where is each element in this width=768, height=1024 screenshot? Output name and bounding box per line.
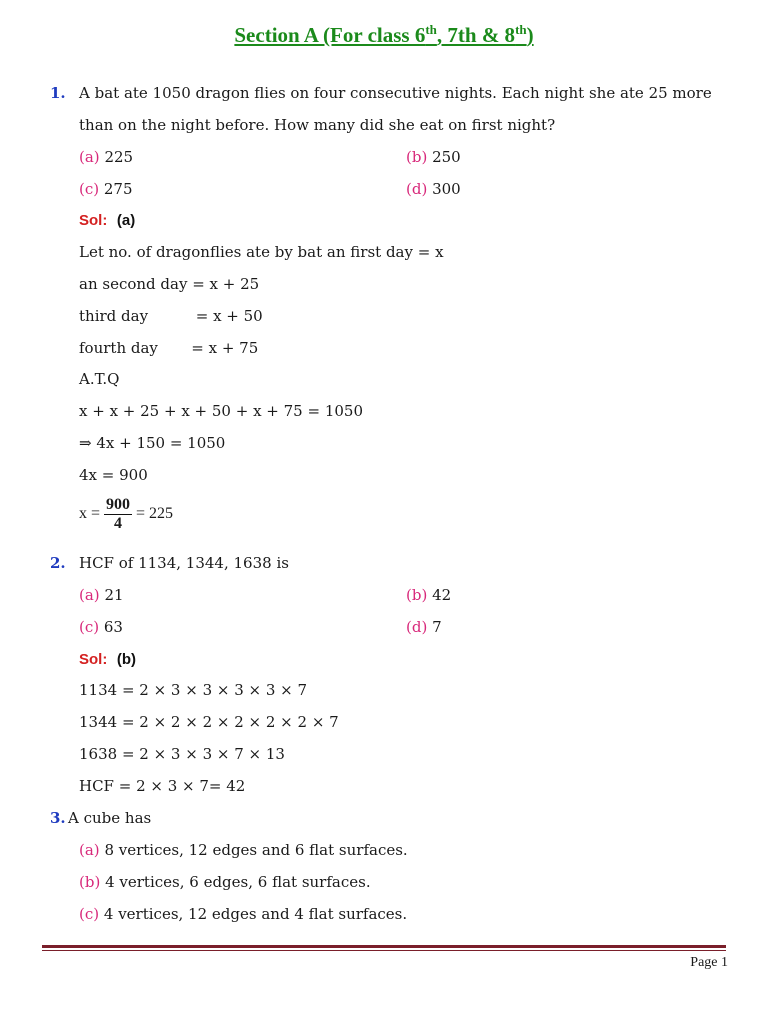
page-number: Page 1 xyxy=(690,955,728,970)
option-c: (c) 4 vertices, 12 edges and 4 flat surfaces. xyxy=(79,905,408,923)
solution-step: third day = x + 50 xyxy=(79,307,263,325)
solution-step: ⇒ 4x + 150 = 1050 xyxy=(79,434,226,452)
solution-step: x + x + 25 + x + 50 + x + 75 = 1050 xyxy=(79,402,364,420)
option-b: (b) 42 xyxy=(406,586,452,604)
solution-header: Sol: (b) xyxy=(79,651,137,668)
option-d: (d) 7 xyxy=(406,618,442,636)
question-text: than on the night before. How many did she eat on first night? xyxy=(79,116,556,134)
question-number: 3. xyxy=(50,809,66,827)
option-c: (c) 63 xyxy=(79,618,123,636)
question-number: 2. xyxy=(50,554,66,572)
question-text: HCF of 1134, 1344, 1638 is xyxy=(79,554,289,572)
solution-step: fourth day = x + 75 xyxy=(79,339,259,357)
question-text: A bat ate 1050 dragon flies on four consecutive nights. Each night she ate 25 more xyxy=(79,84,712,102)
solution-step: 1638 = 2 × 3 × 3 × 7 × 13 xyxy=(79,745,285,763)
solution-header: Sol: (a) xyxy=(79,212,136,229)
solution-step: an second day = x + 25 xyxy=(79,275,260,293)
solution-step: 1134 = 2 × 3 × 3 × 3 × 3 × 7 xyxy=(79,681,308,699)
footer-rule xyxy=(42,945,726,948)
question-number: 1. xyxy=(50,84,66,102)
option-d: (d) 300 xyxy=(406,180,461,198)
option-c: (c) 275 xyxy=(79,180,133,198)
solution-step: A.T.Q xyxy=(79,370,120,388)
option-a: (a) 8 vertices, 12 edges and 6 flat surfaces. xyxy=(79,841,408,859)
solution-step: Let no. of dragonflies ate by bat an first day = x xyxy=(79,243,444,261)
fraction-equation: x = $\frac{900}{4}$ = 225 xyxy=(79,496,174,532)
solution-step: 1344 = 2 × 2 × 2 × 2 × 2 × 2 × 7 xyxy=(79,713,339,731)
option-b: (b) 4 vertices, 6 edges, 6 flat surfaces. xyxy=(79,873,371,891)
section-title: Section A (For class 6th, 7th & 8th) xyxy=(234,22,534,47)
option-a: (a) 21 xyxy=(79,586,124,604)
footer-rule xyxy=(42,950,726,951)
option-b: (b) 250 xyxy=(406,148,461,166)
solution-step: 4x = 900 xyxy=(79,466,148,484)
question-text: A cube has xyxy=(68,809,152,827)
solution-step: HCF = 2 × 3 × 7= 42 xyxy=(79,777,246,795)
option-a: (a) 225 xyxy=(79,148,134,166)
